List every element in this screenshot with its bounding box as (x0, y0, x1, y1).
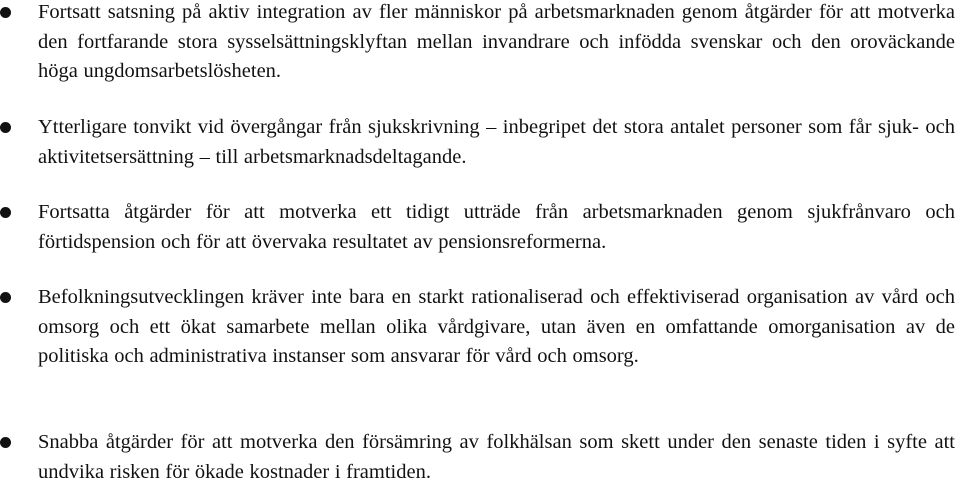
bullet-icon (0, 122, 11, 133)
bullet-icon (0, 437, 11, 448)
bullet-icon (0, 7, 11, 18)
bullet-icon (0, 207, 11, 218)
list-item-text: Fortsatt satsning på aktiv integration av fler människor på arbetsmarknaden genom åtgärder för att motverka den fortfarande stora sysselsättningsklyftan mellan invandrare och infödda svenskar och den oroväckande höga ungdomsarbetslösheten. (38, 1, 955, 82)
list-item-text: Fortsatta åtgärder för att motverka ett tidigt utträde från arbetsmarknaden genom sjukfrånvaro och förtidspension och för att övervaka resultatet av pensionsreformerna. (38, 201, 955, 253)
list-item-text: Ytterligare tonvikt vid övergångar från sjukskrivning – inbegripet det stora antalet personer som får sjuk- och aktivitetsersättning – till arbetsmarknadsdeltagande. (38, 116, 955, 168)
list-item-text: Snabba åtgärder för att motverka den försämring av folkhälsan som skett under den senaste tiden i syfte att undvika risken för ökade kostnader i framtiden. (38, 431, 955, 483)
bullet-icon (0, 292, 11, 303)
list-item-text: Befolkningsutvecklingen kräver inte bara en starkt rationaliserad och effektiviserad organisation av vård och omsorg och ett ökat samarbete mellan olika vårdgivare, utan även en omfattande omorganisation av de politiska och administrativa instanser som ansvarar för vård och omsorg. (38, 286, 955, 367)
